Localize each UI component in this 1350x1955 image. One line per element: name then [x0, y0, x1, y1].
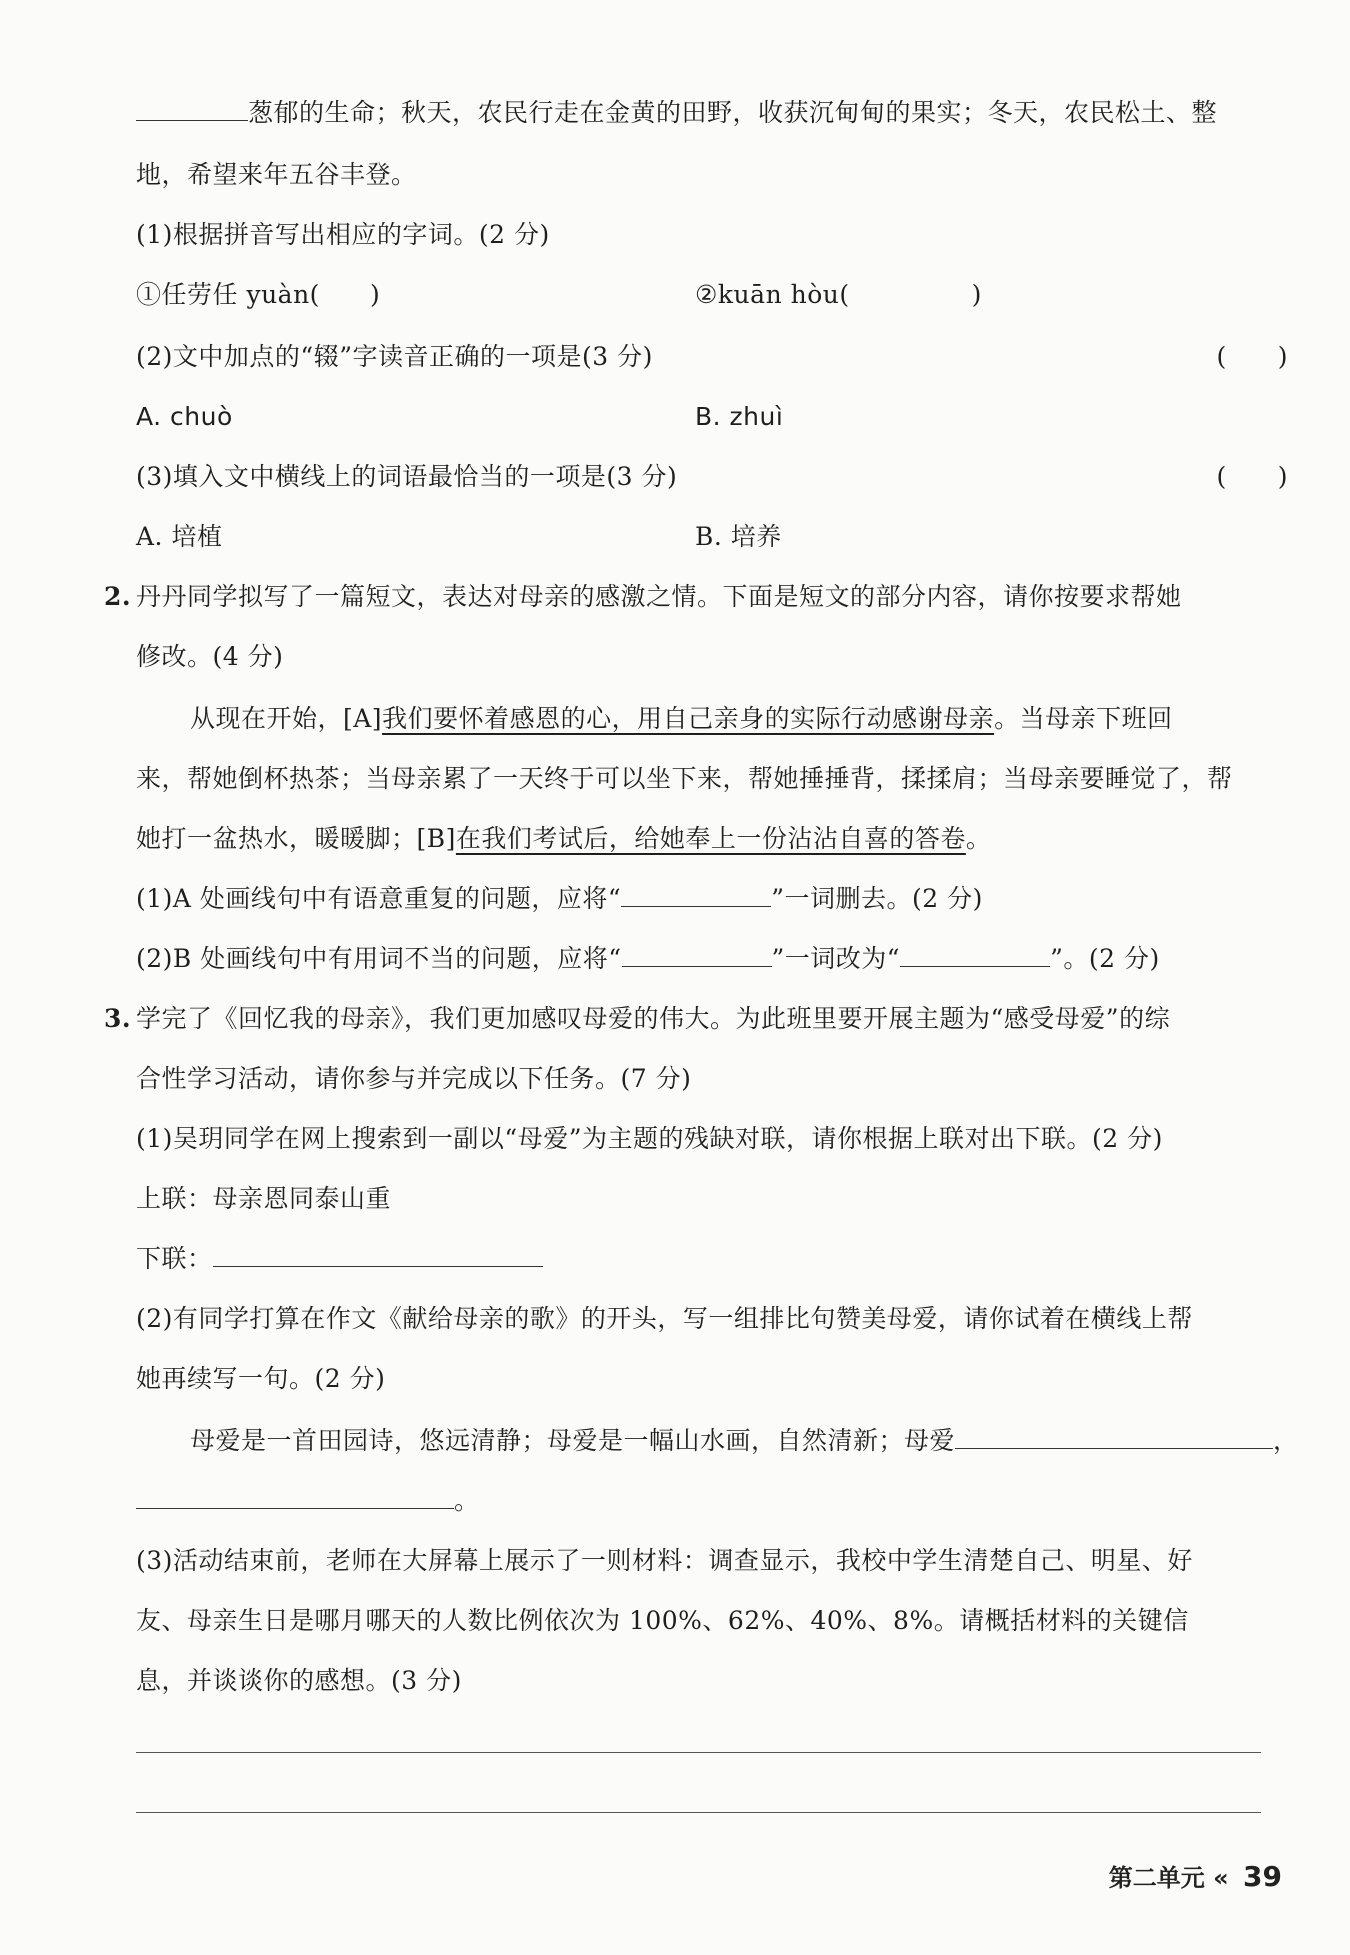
- q2-sub1: [136, 882, 983, 916]
- q1-sub2-label: (2)文中加点的“辍”字读音正确的一项是(3 分): [136, 342, 653, 371]
- q3-stem-line-2: 合性学习活动，请你参与并完成以下任务。(7 分): [136, 1064, 692, 1093]
- q1-sub1-a-text: ①任劳任 yuàn(: [136, 280, 320, 309]
- q2-sub2-blank-1[interactable]: [622, 944, 772, 967]
- q2-passage-line-3: [136, 822, 991, 856]
- q1-sub1-a: [136, 278, 380, 312]
- q3-sub3-line-3: 息，并谈谈你的感想。(3 分): [136, 1666, 462, 1695]
- q3-sub3-line-2: 友、母亲生日是哪月哪天的人数比例依次为 100%、62%、40%、8%。请概括材料的关键信: [136, 1606, 1189, 1635]
- q1-sub3-option-b[interactable]: B. 培养: [695, 522, 782, 551]
- q1-sub1-label: (1)根据拼音写出相应的字词。(2 分): [136, 220, 550, 249]
- q3-sub2-continue: [136, 1484, 480, 1518]
- q3-sub1-line-1: (1)吴玥同学在网上搜索到一副以“母爱”为主题的残缺对联，请你根据上联对出下联。(2 分): [136, 1124, 1163, 1153]
- q2-passage-text-1-end: 。当母亲下班回: [994, 704, 1173, 733]
- q3-sub3-line-1: (3)活动结束前，老师在大屏幕上展示了一则材料：调查显示，我校中学生清楚自己、明星、好: [136, 1546, 1193, 1575]
- double-chevron-left-icon: «: [1213, 1864, 1229, 1892]
- q3-sub2-period: 。: [454, 1486, 480, 1515]
- q2-passage-marker-b: 她打一盆热水，暖暖脚；[B]: [136, 824, 456, 853]
- q2-underlined-sentence-b: 在我们考试后，给她奉上一份沾沾自喜的答卷: [455, 824, 966, 853]
- q2-stem-line-1: 丹丹同学拟写了一篇短文，表达对母亲的感激之情。下面是短文的部分内容，请你按要求帮她: [136, 582, 1182, 611]
- q2-sub2-text: (2)B 处画线句中有用词不当的问题，应将“: [136, 944, 622, 973]
- q1-sub1-a-close: ): [369, 280, 381, 309]
- q2-sub2-blank-2[interactable]: [900, 944, 1050, 967]
- q3-sub3-answer-line-1[interactable]: [136, 1752, 1261, 1753]
- q2-sub1-text-end: ”一词删去。(2 分): [771, 884, 983, 913]
- q3-sub2-blank-1[interactable]: [955, 1426, 1273, 1449]
- q3-sub2-parallel: [190, 1424, 1299, 1458]
- q3-sub1-lower-blank[interactable]: [213, 1244, 543, 1267]
- passage-blank[interactable]: [136, 98, 248, 121]
- q1-sub1-b-close: ): [971, 280, 982, 309]
- q3-sub2-parallel-text: 母爱是一首田园诗，悠远清静；母爱是一幅山水画，自然清新；母爱: [190, 1426, 956, 1455]
- passage-line-2: 地，希望来年五谷丰登。: [136, 160, 417, 189]
- q3-sub3-answer-line-2[interactable]: [136, 1812, 1261, 1813]
- q3-sub1-lower-label: 下联：: [136, 1244, 213, 1273]
- q2-passage-marker-a: 从现在开始，[A]: [190, 704, 383, 733]
- page-number: 39: [1243, 1860, 1282, 1893]
- q3-sub2-line-1: (2)有同学打算在作文《献给母亲的歌》的开头，写一组排比句赞美母爱，请你试着在横线上帮: [136, 1304, 1193, 1333]
- passage-line-1: [136, 96, 1217, 130]
- q3-sub1-lower-couplet: [136, 1242, 543, 1276]
- q3-sub1-upper-couplet: 上联：母亲恩同泰山重: [136, 1184, 392, 1213]
- q1-sub3-label: (3)填入文中横线上的词语最恰当的一项是(3 分): [136, 462, 678, 491]
- footer-unit-label: 第二单元: [1108, 1864, 1205, 1892]
- q3-sub2-line-2: 她再续写一句。(2 分): [136, 1364, 386, 1393]
- q2-sub1-blank[interactable]: [621, 884, 771, 907]
- q1-sub3-answer-paren[interactable]: ( ): [1216, 462, 1288, 491]
- q1-sub1-b-text: ②kuān hòu(: [695, 280, 850, 309]
- q2-passage-line-2: 来，帮她倒杯热茶；当母亲累了一天终于可以坐下来，帮她捶捶背，揉揉肩；当母亲要睡觉了，帮: [136, 764, 1233, 793]
- q2-number: 2.: [104, 582, 132, 611]
- passage-text-1: 葱郁的生命；秋天，农民行走在金黄的田野，收获沉甸甸的果实；冬天，农民松土、整: [248, 98, 1218, 127]
- q2-stem-line-2: 修改。(4 分): [136, 642, 284, 671]
- q3-sub2-blank-2[interactable]: [136, 1486, 454, 1509]
- q2-underlined-sentence-a: 我们要怀着感恩的心，用自己亲身的实际行动感谢母亲: [382, 704, 995, 733]
- q1-sub1-b: [695, 278, 982, 312]
- q1-sub3-option-a[interactable]: A. 培植: [136, 522, 223, 551]
- q3-stem-line-1: 学完了《回忆我的母亲》，我们更加感叹母爱的伟大。为此班里要开展主题为“感受母爱”的综: [136, 1004, 1171, 1033]
- page-footer: [1109, 1858, 1282, 1893]
- q1-sub2-answer-paren[interactable]: ( ): [1216, 342, 1288, 371]
- q2-passage-line-1: [190, 702, 1173, 736]
- q2-sub2: [136, 942, 1160, 976]
- q3-number: 3.: [104, 1004, 132, 1033]
- q2-passage-text-3-end: 。: [965, 824, 992, 853]
- q1-sub2-option-b[interactable]: B. zhuì: [695, 402, 784, 431]
- q2-sub1-text: (1)A 处画线句中有语意重复的问题，应将“: [136, 884, 622, 913]
- q2-sub2-text-end: ”。(2 分): [1050, 944, 1160, 973]
- q3-sub2-comma: ，: [1273, 1426, 1299, 1455]
- q1-sub2-option-a[interactable]: A. chuò: [136, 402, 233, 431]
- q2-sub2-text-mid: ”一词改为“: [771, 944, 901, 973]
